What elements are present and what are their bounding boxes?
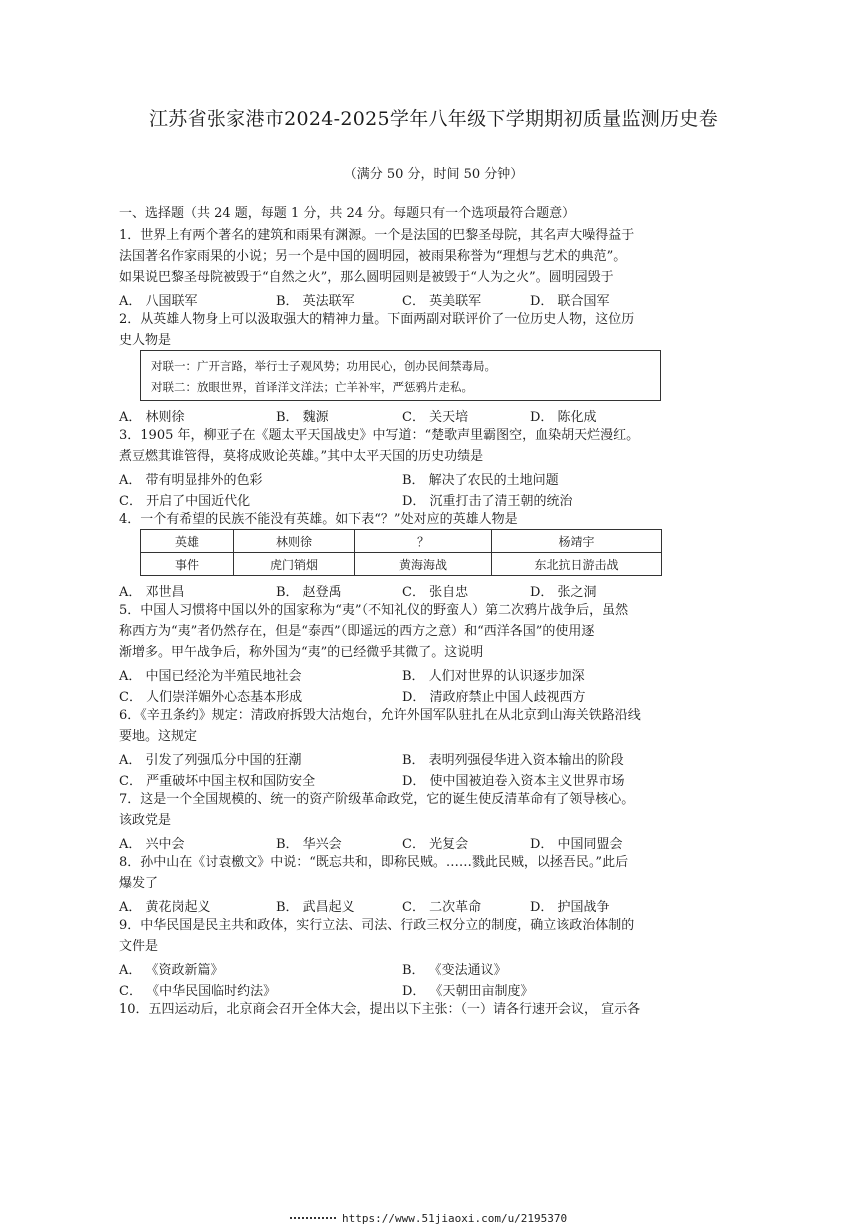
table-cell: 英雄 (141, 530, 234, 553)
option-c[interactable]: C． 英美联军 (402, 294, 482, 309)
option-b[interactable]: B． 华兴会 (276, 837, 342, 852)
option-a[interactable]: A． 中国已经沦为半殖民地社会 (119, 669, 302, 684)
section-heading: 一、选择题（共 24 题，每题 1 分，共 24 分。每题只有一个选项最符合题意） (119, 206, 576, 221)
option-a[interactable]: A． 八国联军 (119, 294, 198, 309)
table-cell: 东北抗日游击战 (492, 553, 662, 576)
table-cell: 林则徐 (234, 530, 355, 553)
footer-mark (290, 1217, 336, 1222)
table-cell: 虎门销烟 (234, 553, 355, 576)
table-row (141, 530, 662, 553)
option-b[interactable]: B． 表明列强侵华进入资本输出的阶段 (402, 753, 624, 768)
question-text: 煮豆燃萁谁管得，莫将成败论英雄。”其中太平天国的历史功绩是 (119, 449, 484, 464)
option-c[interactable]: C． 二次革命 (402, 900, 482, 915)
question-text: 法国著名作家雨果的小说；另一个是中国的圆明园，被雨果称誉为“理想与艺术的典范”。 (119, 249, 627, 264)
option-a[interactable]: A． 兴中会 (119, 837, 185, 852)
question-text: 该政党是 (119, 813, 172, 828)
option-d[interactable]: D． 中国同盟会 (530, 837, 623, 852)
question-text: 6．《辛丑条约》规定：清政府拆毁大沽炮台，允许外国军队驻扎在从北京到山海关铁路沿线 (119, 708, 641, 723)
option-c[interactable]: C． 光复会 (402, 837, 469, 852)
option-c[interactable]: C． 人们崇洋媚外心态基本形成 (119, 690, 303, 705)
footer-url[interactable] (290, 1212, 567, 1225)
hero-table (140, 529, 662, 576)
question-text: 如果说巴黎圣母院被毁于“自然之火”，那么圆明园则是被毁于“人为之火”。圆明园毁于 (119, 270, 614, 285)
couplet-2: 对联二：放眼世界，首译洋文洋法；亡羊补牢，严惩鸦片走私。 (151, 380, 473, 394)
question-text: 要地。这规定 (119, 729, 198, 744)
option-c[interactable]: C． 关天培 (402, 410, 469, 425)
option-d[interactable]: D． 《天朝田亩制度》 (402, 984, 534, 999)
option-b[interactable]: B． 英法联军 (276, 294, 355, 309)
question-text: 2．从英雄人物身上可以汲取强大的精神力量。下面两副对联评价了一位历史人物，这位历 (119, 312, 635, 327)
table-cell: 事件 (141, 553, 234, 576)
option-d[interactable]: D． 张之洞 (530, 585, 597, 600)
question-text: 渐增多。甲午战争后，称外国为“夷”的已经微乎其微了。这说明 (119, 645, 484, 660)
footer-url-text[interactable]: https://www.51jiaoxi.com/u/2195370 (342, 1212, 568, 1225)
option-d[interactable]: D． 沉重打击了清王朝的统治 (402, 494, 573, 509)
option-a[interactable]: A． 《资政新篇》 (119, 963, 224, 978)
table-cell: 杨靖宇 (492, 530, 662, 553)
option-b[interactable]: B． 赵登禹 (276, 585, 342, 600)
option-c[interactable]: C． 开启了中国近代化 (119, 494, 251, 509)
option-c[interactable]: C． 严重破坏中国主权和国防安全 (119, 774, 316, 789)
option-b[interactable]: B． 魏源 (276, 410, 329, 425)
option-b[interactable]: B． 《变法通议》 (402, 963, 507, 978)
option-b[interactable]: B． 武昌起义 (276, 900, 355, 915)
option-d[interactable]: D． 护国战争 (530, 900, 610, 915)
question-text: 9．中华民国是民主共和政体，实行立法、司法、行政三权分立的制度，确立该政治体制的 (119, 918, 635, 933)
table-cell: ？ (355, 530, 492, 553)
option-d[interactable]: D． 陈化成 (530, 410, 597, 425)
option-b[interactable]: B． 解决了农民的土地问题 (402, 473, 559, 488)
question-text: 称西方为“夷”者仍然存在，但是“泰西”（即遥远的西方之意）和“西洋各国”的使用逐 (119, 624, 595, 639)
question-text: 1．世界上有两个著名的建筑和雨果有渊源。一个是法国的巴黎圣母院，其名声大噪得益于 (119, 228, 635, 243)
option-b[interactable]: B． 人们对世界的认识逐步加深 (402, 669, 585, 684)
page-subtitle: （满分 50 分，时间 50 分钟） (343, 167, 524, 182)
option-a[interactable]: A． 黄花岗起义 (119, 900, 211, 915)
page-title: 江苏省张家港市2024-2025学年八年级下学期期初质量监测历史卷 (148, 108, 719, 130)
option-a[interactable]: A． 带有明显排外的色彩 (119, 473, 263, 488)
question-text: 7．这是一个全国规模的、统一的资产阶级革命政党，它的诞生使反清革命有了领导核心。 (119, 792, 635, 807)
option-a[interactable]: A． 邓世昌 (119, 585, 185, 600)
question-text: 4．一个有希望的民族不能没有英雄。如下表“？”处对应的英雄人物是 (119, 512, 518, 527)
question-text: 10．五四运动后，北京商会召开全体大会，提出以下主张：（一）请各行速开会议， 宣示各 (119, 1002, 641, 1017)
couplet-1: 对联一：广开言路，举行士子观风势；功用民心，创办民间禁毒局。 (151, 359, 496, 373)
question-text: 3．1905 年，柳亚子在《题太平天国战史》中写道：“楚歌声里霸图空，血染胡天烂漫红。 (119, 428, 640, 443)
option-d[interactable]: D． 使中国被迫卷入资本主义世界市场 (402, 774, 625, 789)
option-a[interactable]: A． 引发了列强瓜分中国的狂潮 (119, 753, 302, 768)
question-text: 文件是 (119, 939, 159, 954)
option-c[interactable]: C． 《中华民国临时约法》 (119, 984, 277, 999)
question-text: 8．孙中山在《讨袁檄文》中说：“既忘共和，即称民贼。……戮此民贼，以拯吾民。”此后 (119, 855, 629, 870)
couplet-box (140, 350, 661, 401)
question-text: 5．中国人习惯将中国以外的国家称为“夷”（不知礼仪的野蛮人）第二次鸦片战争后，虽然 (119, 603, 629, 618)
option-a[interactable]: A． 林则徐 (119, 410, 185, 425)
question-text: 史人物是 (119, 333, 172, 348)
question-text: 爆发了 (119, 876, 159, 891)
option-c[interactable]: C． 张自忠 (402, 585, 469, 600)
option-d[interactable]: D． 清政府禁止中国人歧视西方 (402, 690, 586, 705)
option-d[interactable]: D． 联合国军 (530, 294, 610, 309)
table-row (141, 553, 662, 576)
table-cell: 黄海海战 (355, 553, 492, 576)
